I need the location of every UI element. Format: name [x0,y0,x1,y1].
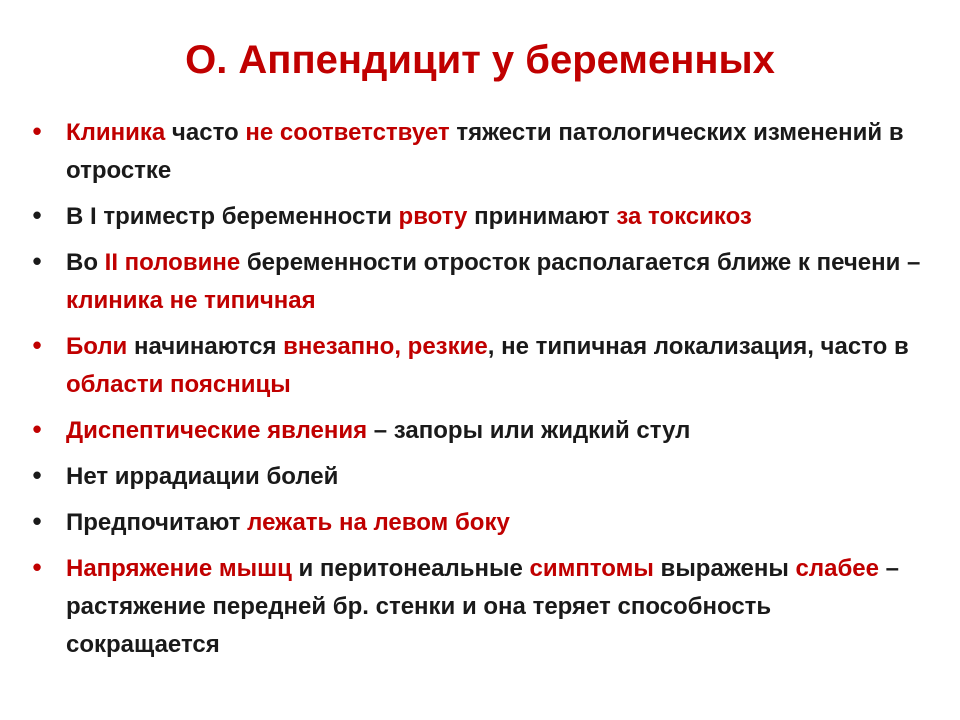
highlight-text: Диспептические явления [66,417,368,444]
bullet-text [66,203,752,230]
bullet-dot-icon: • [32,552,42,582]
bullet-item [30,504,930,542]
bullet-dot-icon: • [32,414,42,444]
body-text: Предпочитают [66,509,248,536]
bullet-item [30,412,930,450]
body-text: В I триместр беременности [66,203,399,230]
bullet-dot-icon: • [32,200,42,230]
bullet-text [66,119,904,184]
body-text: – запоры или жидкий стул [367,417,691,444]
body-text: , не типичная локализация, часто в [487,333,909,360]
body-text: принимают [467,203,617,230]
bullet-item [30,244,930,320]
bullet-item [30,458,930,496]
highlight-text: Боли [66,333,128,360]
slide-title: О. Аппендицит у беременных [185,38,775,82]
highlight-text: симптомы [529,555,654,582]
bullet-text [66,417,690,444]
body-text: Во [66,249,105,276]
bullet-item [30,328,930,404]
bullet-text [66,555,899,658]
bullet-dot-icon: • [32,330,42,360]
bullet-text [66,509,510,536]
bullet-text [66,463,338,490]
body-text: часто [165,119,246,146]
bullet-dot-icon: • [32,116,42,146]
bullet-list [30,114,930,672]
body-text: начинаются [127,333,284,360]
highlight-text: области поясницы [66,371,291,398]
highlight-text: внезапно, резкие [283,333,488,360]
bullet-dot-icon: • [32,246,42,276]
body-text: тяжести патологических изменений в отростке [66,119,904,184]
body-text: беременности отросток располагается ближе к печени – [240,249,921,276]
bullet-text [66,333,909,398]
bullet-item [30,198,930,236]
bullet-dot-icon: • [32,460,42,490]
body-text: и перитонеальные [291,555,530,582]
highlight-text: рвоту [398,203,468,230]
highlight-text: лежать на левом боку [247,509,510,536]
bullet-text [66,249,920,314]
highlight-text: слабее [795,555,879,582]
highlight-text: не соответствует [245,119,450,146]
highlight-text: Напряжение мышц [66,555,292,582]
highlight-text: II половине [104,249,241,276]
bullet-item [30,114,930,190]
bullet-item [30,550,930,664]
highlight-text: Клиника [66,119,166,146]
body-text: Нет иррадиации болей [66,463,339,490]
highlight-text: клиника не типичная [66,287,316,314]
body-text: выражены [653,555,796,582]
bullet-dot-icon: • [32,506,42,536]
highlight-text: за токсикоз [616,203,752,230]
body-text: – растяжение передней бр. стенки и она теряет способность сокращается [66,555,900,658]
